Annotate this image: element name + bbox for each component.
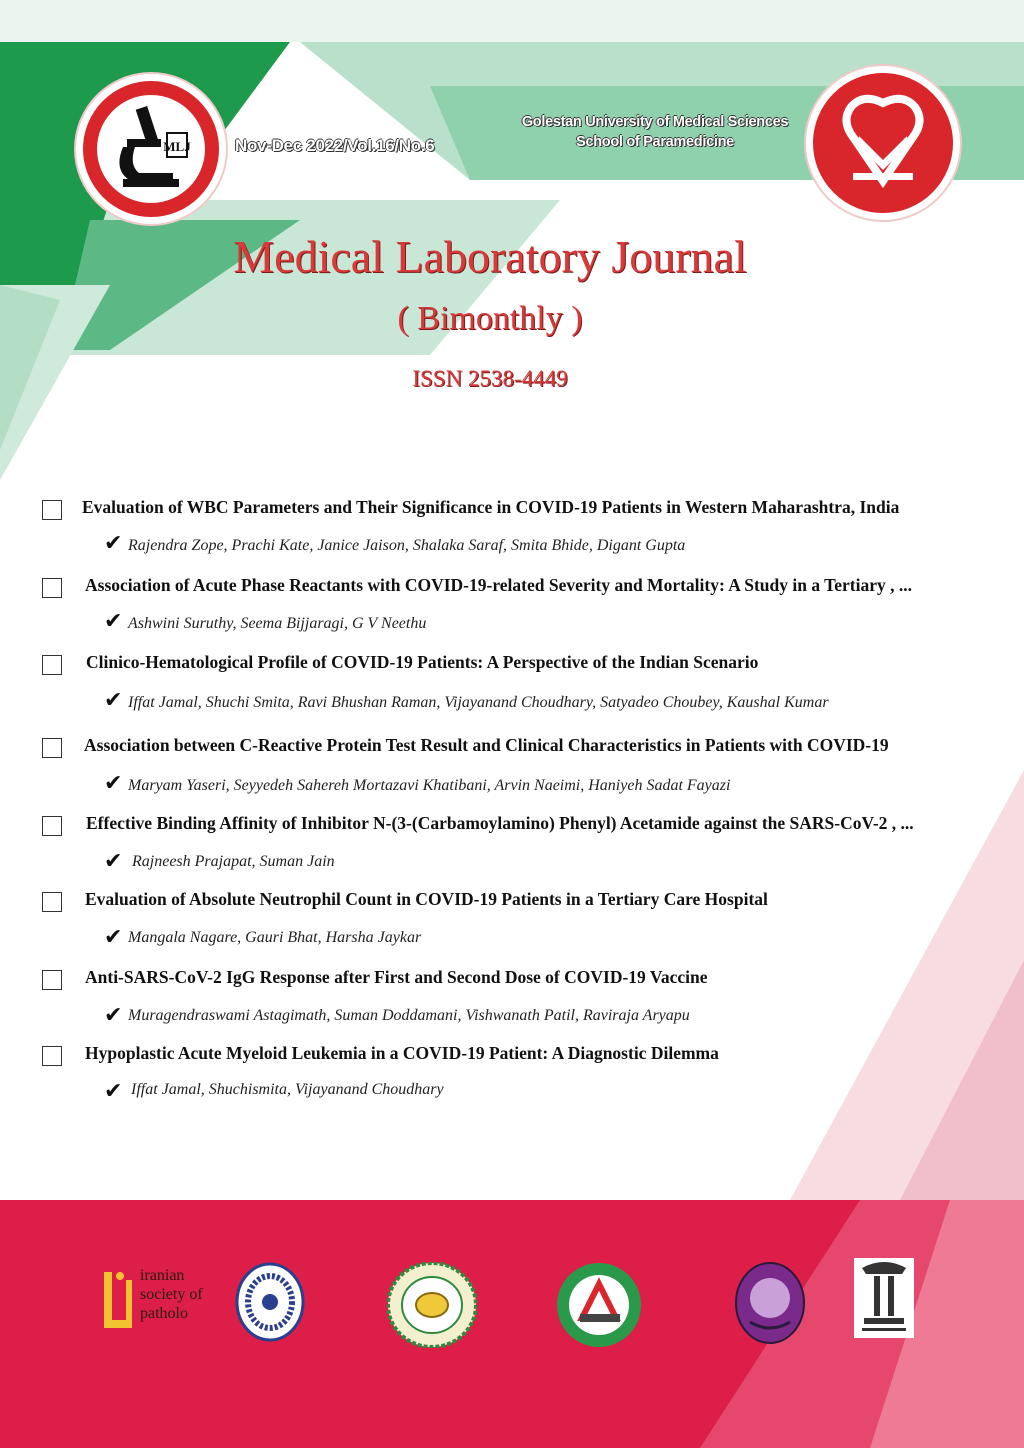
checkmark-icon: ✔ (104, 1079, 123, 1104)
article-title[interactable]: Hypoplastic Acute Myeloid Leukemia in a COVID-19 Patient: A Diagnostic Dilemma (85, 1043, 719, 1063)
svg-text:MLJ: MLJ (163, 139, 191, 154)
hacl-seal-icon (734, 1262, 806, 1344)
university-logo (806, 66, 960, 220)
hematology-seal-icon (387, 1262, 477, 1348)
article-authors: Ashwini Suruthy, Seema Bijjaragi, G V Neethu (128, 615, 427, 632)
entry-checkbox[interactable] (42, 816, 62, 836)
entry-checkbox[interactable] (42, 578, 62, 598)
checkmark-icon: ✔ (104, 609, 123, 634)
article-authors: Rajendra Zope, Prachi Kate, Janice Jaison, Shalaka Saraf, Smita Bhide, Digant Gupta (128, 537, 686, 554)
entry-checkbox[interactable] (42, 500, 62, 520)
journal-logo (76, 74, 226, 224)
entry-checkbox[interactable] (42, 738, 62, 758)
article-title[interactable]: Clinico-Hematological Profile of COVID-19 Patients: A Perspective of the Indian Scenario (86, 652, 759, 672)
column-emblem-icon (854, 1258, 914, 1338)
issue-info: Nov-Dec 2022/Vol.16/No.6 (235, 136, 435, 155)
isacl-seal-icon (556, 1262, 642, 1348)
article-authors: Iffat Jamal, Shuchismita, Vijayanand Choudhary (131, 1081, 444, 1098)
publisher-school: School of Paramedicine (576, 134, 734, 150)
article-authors: Maryam Yaseri, Seyyedeh Sahereh Mortazavi Khatibani, Arvin Naeimi, Haniyeh Sadat Fayazi (128, 777, 731, 794)
entry-checkbox[interactable] (42, 970, 62, 990)
journal-title: Medical Laboratory Journal (233, 231, 747, 282)
checkmark-icon: ✔ (104, 531, 123, 556)
publisher-name (505, 112, 805, 152)
entry-checkbox[interactable] (42, 655, 62, 675)
iranian-society-pathology-logo (98, 1266, 228, 1336)
hacl-logo (734, 1262, 806, 1349)
society-name-line1: iranian (140, 1267, 185, 1284)
journal-issn: ISSN 2538-4449 (412, 366, 568, 391)
checkmark-icon: ✔ (104, 849, 123, 874)
article-authors: Iffat Jamal, Shuchi Smita, Ravi Bhushan Raman, Vijayanand Choudhary, Satyadeo Choubey, Kaushal Kumar (128, 694, 829, 711)
article-title[interactable]: Association between C-Reactive Protein Test Result and Clinical Characteristics in Patients with COVID-19 (84, 735, 889, 755)
entry-checkbox[interactable] (42, 892, 62, 912)
parasitology-seal-icon (235, 1262, 305, 1342)
parasitology-society-logo (235, 1262, 305, 1347)
pathology-society-emblem-icon (98, 1266, 138, 1334)
checkmark-icon: ✔ (104, 925, 123, 950)
checkmark-icon: ✔ (104, 1003, 123, 1028)
isacl-logo (556, 1262, 642, 1353)
society-name-line2: society of (140, 1286, 203, 1303)
university-emblem-icon (813, 73, 953, 213)
article-authors: Rajneesh Prajapat, Suman Jain (132, 853, 335, 870)
university-emblem-logo (854, 1258, 914, 1343)
article-title[interactable]: Evaluation of Absolute Neutrophil Count in COVID-19 Patients in a Tertiary Care Hospital (85, 889, 768, 909)
article-title[interactable]: Effective Binding Affinity of Inhibitor N-(3-(Carbamoylamino) Phenyl) Acetamide against the SARS-CoV-2 , ... (86, 813, 914, 833)
checkmark-icon: ✔ (104, 771, 123, 796)
article-title[interactable]: Anti-SARS-CoV-2 IgG Response after First and Second Dose of COVID-19 Vaccine (85, 967, 708, 987)
entry-checkbox[interactable] (42, 1046, 62, 1066)
article-title[interactable]: Association of Acute Phase Reactants with COVID-19-related Severity and Mortality: A Study in a Tertiary , ... (85, 575, 912, 595)
journal-frequency: ( Bimonthly ) (397, 300, 583, 337)
article-authors: Muragendraswami Astagimath, Suman Doddamani, Vishwanath Patil, Raviraja Aryapu (128, 1007, 690, 1024)
article-authors: Mangala Nagare, Gauri Bhat, Harsha Jaykar (128, 929, 422, 946)
article-title[interactable]: Evaluation of WBC Parameters and Their Significance in COVID-19 Patients in Western Maharashtra, India (82, 497, 900, 517)
publisher-university: Golestan University of Medical Sciences (521, 114, 789, 130)
hematology-society-logo (387, 1262, 477, 1353)
microscope-icon (83, 81, 219, 217)
checkmark-icon: ✔ (104, 688, 123, 713)
society-name-line3: patholo (140, 1305, 188, 1322)
